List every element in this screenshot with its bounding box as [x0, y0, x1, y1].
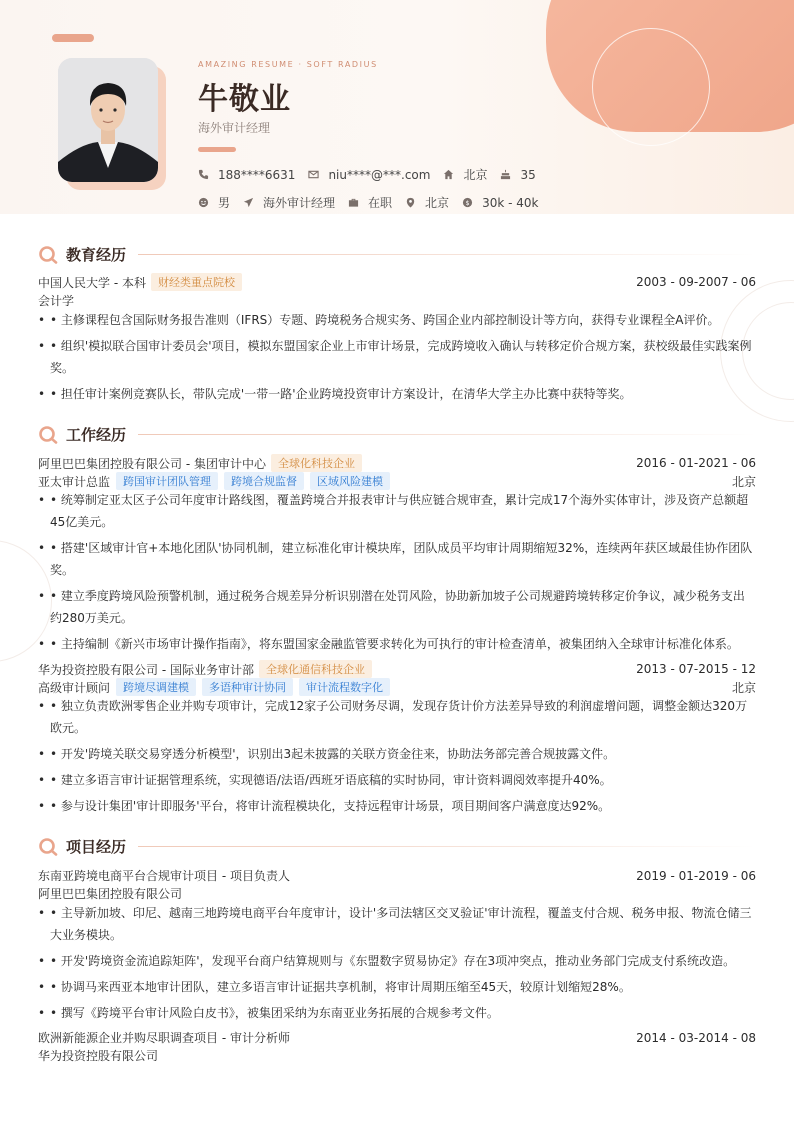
briefcase-icon — [348, 197, 359, 208]
company-tag: 全球化通信科技企业 — [259, 660, 372, 678]
project-date: 2014 - 03-2014 - 08 — [636, 1030, 756, 1045]
company-name: 阿里巴巴集团控股有限公司 - 集团审计中心 — [38, 456, 266, 471]
education-bullet: • • 担任审计案例竞赛队长，带队完成'一带一路'企业跨境投资审计方案设计，在清华大学主办比赛中获特等奖。 — [38, 387, 632, 401]
project-date: 2019 - 01-2019 - 06 — [636, 868, 756, 883]
project-bullet: • • 主导新加坡、印尼、越南三地跨境电商平台年度审计，设计'多司法辖区交叉验证'审计流程，覆盖支付合规、税务申报、物流仓储三大业务模块。 — [38, 906, 752, 942]
skill-tag: 跨国审计团队管理 — [116, 472, 218, 490]
work-bullet: • • 统筹制定亚太区子公司年度审计路线图，覆盖跨境合并报表审计与供应链合规审查，累计完成17个海外实体审计，涉及资产总额超45亿美元。 — [38, 493, 749, 529]
project-bullet: • • 开发'跨境资金流追踪矩阵'，发现平台商户结算规则与《东盟数字贸易协定》存在3项冲突点，推动业务部门完成支付系统改造。 — [38, 954, 736, 968]
accent-bar — [52, 34, 94, 42]
person-icon — [198, 197, 209, 208]
work-date: 2016 - 01-2021 - 06 — [636, 456, 756, 470]
profile-gender: 男 — [198, 194, 230, 211]
job-role: 高级审计顾问 — [38, 680, 111, 695]
work-bullet: • • 建立多语言审计证据管理系统，实现德语/法语/西班牙语底稿的实时协同，审计资料调阅效率提升40%。 — [38, 773, 612, 787]
work-bullet: • • 搭建'区域审计官+本地化团队'协同机制，建立标准化审计模块库，团队成员平均审计周期缩短32%，连续两年获区域最佳协作团队奖。 — [38, 541, 753, 577]
decorative-ring — [592, 28, 710, 146]
work-bullet: • • 参与设计集团'审计即服务'平台，将审计流程模块化，支持远程审计场景，项目期间客户满意度达92%。 — [38, 799, 611, 813]
project-name: 东南亚跨境电商平台合规审计项目 - 项目负责人 — [38, 869, 290, 883]
work-city: 北京 — [731, 474, 756, 489]
resume-kicker: AMAZING RESUME · SOFT RADIUS — [198, 60, 378, 69]
work-role-row — [38, 472, 756, 490]
education-row — [38, 273, 756, 291]
search-icon — [38, 243, 60, 265]
project-section-header — [38, 835, 756, 857]
work-title: 工作经历 — [66, 425, 127, 444]
work-bullet: • • 建立季度跨境风险预警机制，通过税务合规差异分析识别潜在处罚风险，协助新加坡子公司规避跨境转移定价争议，减少税务支出约280万美元。 — [38, 589, 745, 625]
profile-intent: 海外审计经理 — [243, 194, 335, 211]
work-row — [38, 454, 756, 472]
contact-email: niu****@***.com — [308, 168, 430, 182]
project-bullet: • • 协调马来西亚本地审计团队，建立多语言审计证据共享机制，将审计周期压缩至45天，较原计划缩短28%。 — [38, 980, 631, 994]
project-org: 华为投资控股有限公司 — [38, 1049, 159, 1063]
company-name: 华为投资控股有限公司 - 国际业务审计部 — [38, 662, 254, 677]
contact-home: 北京 — [443, 166, 487, 183]
school-name: 中国人民大学 - 本科 — [38, 275, 146, 290]
skill-tag: 跨境尽调建模 — [116, 678, 196, 696]
contact-age: 35 — [500, 168, 535, 182]
school-tag: 财经类重点院校 — [151, 273, 242, 291]
skill-tag: 区域风险建模 — [310, 472, 390, 490]
section-divider — [138, 434, 756, 435]
work-section-header — [38, 423, 756, 445]
location-icon — [405, 197, 416, 208]
profile-photo — [58, 58, 158, 182]
profile-salary: $ 30k - 40k — [462, 196, 538, 210]
work-city: 北京 — [731, 680, 756, 695]
work-bullet: • • 开发'跨境关联交易穿透分析模型'，识别出3起未披露的关联方资金往来，协助法务部完善合规披露文件。 — [38, 747, 616, 761]
education-major: 会计学 — [38, 294, 75, 308]
mail-icon — [308, 169, 319, 180]
cake-icon — [500, 169, 511, 180]
phone-icon — [198, 169, 209, 180]
work-bullet: • • 独立负责欧洲零售企业并购专项审计，完成12家子公司财务尽调，发现存货计价方法差异导致的利润虚增问题，调整金额达320万欧元。 — [38, 699, 748, 735]
education-date: 2003 - 09-2007 - 06 — [636, 275, 756, 289]
section-divider — [138, 846, 756, 847]
search-icon — [38, 423, 60, 445]
project-org: 阿里巴巴集团控股有限公司 — [38, 887, 183, 901]
profile-status: 在职 — [348, 194, 392, 211]
education-bullet: • • 组织'模拟联合国审计委员会'项目，模拟东盟国家企业上市审计场景，完成跨境收入确认与转移定价合规方案，获校级最佳实践案例奖。 — [38, 339, 752, 375]
project-bullet: • • 撰写《跨境平台审计风险白皮书》，被集团采纳为东南亚业务拓展的合规参考文件。 — [38, 1006, 499, 1020]
project-name: 欧洲新能源企业并购尽职调查项目 - 审计分析师 — [38, 1031, 290, 1045]
education-bullet: • • 主修课程包含国际财务报告准则（IFRS）专题、跨境税务合规实务、跨国企业内部控制设计等方向，获得专业课程全A评价。 — [38, 313, 720, 327]
company-tag: 全球化科技企业 — [271, 454, 362, 472]
svg-text:$: $ — [465, 198, 470, 207]
resume-header — [0, 0, 794, 214]
money-icon — [462, 197, 473, 208]
section-divider — [138, 254, 756, 255]
title-underline — [198, 147, 236, 152]
work-role-row — [38, 678, 756, 696]
profile-row — [198, 194, 551, 211]
candidate-title: 海外审计经理 — [198, 121, 271, 135]
search-icon — [38, 835, 60, 857]
skill-tag: 审计流程数字化 — [299, 678, 390, 696]
profile-location: 北京 — [405, 194, 449, 211]
work-row — [38, 660, 756, 678]
skill-tag: 跨境合规监督 — [224, 472, 304, 490]
skill-tag: 多语种审计协同 — [202, 678, 293, 696]
project-row — [38, 867, 756, 884]
contact-row — [198, 166, 549, 183]
project-row — [38, 1029, 756, 1046]
education-title: 教育经历 — [66, 245, 127, 264]
candidate-name: 牛敬业 — [198, 82, 291, 117]
contact-phone: 188****6631 — [198, 168, 295, 182]
home-icon — [443, 169, 454, 180]
project-title: 项目经历 — [66, 837, 127, 856]
work-bullet: • • 主持编制《新兴市场审计操作指南》，将东盟国家金融监管要求转化为可执行的审计检查清单，被集团纳入全球审计标准化体系。 — [38, 637, 739, 651]
job-role: 亚太审计总监 — [38, 474, 111, 489]
send-icon — [243, 197, 254, 208]
education-section-header — [38, 243, 756, 265]
work-date: 2013 - 07-2015 - 12 — [636, 662, 756, 676]
